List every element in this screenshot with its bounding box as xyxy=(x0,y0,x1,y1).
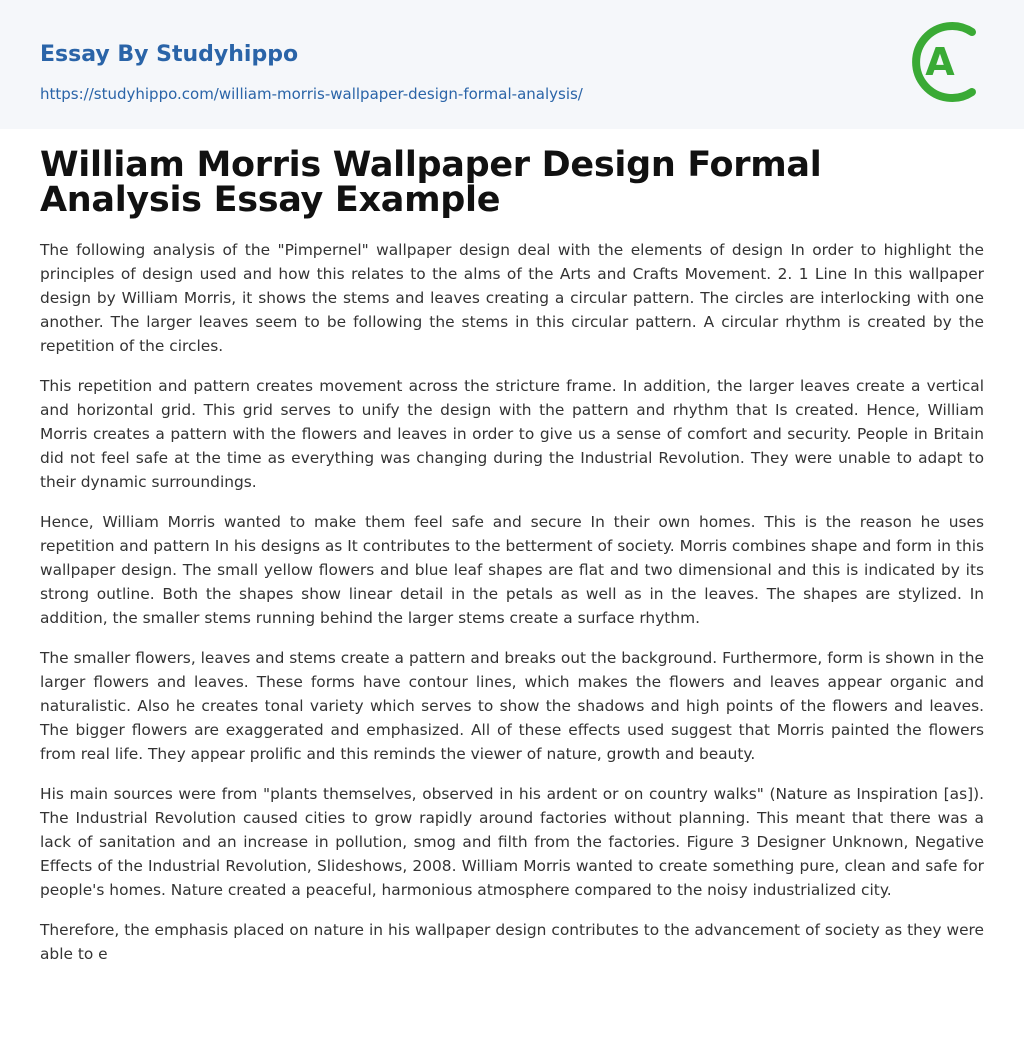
site-brand[interactable]: Essay By Studyhippo xyxy=(40,42,299,67)
studyhippo-logo-icon[interactable] xyxy=(910,18,988,106)
paragraph-1: The following analysis of the "Pimpernel" wallpaper design deal with the elements of design In order to highlight the principles of design used and how this relates to the alms of the Arts and Crafts Movement. 2. 1 Line In this wallpaper design by William Morris, it shows the stems and leaves creating a circular pattern. The circles are interlocking with one another. The larger leaves seem to be following the stems in this circular pattern. A circular rhythm is created by the repetition of the circles. xyxy=(40,241,984,355)
article xyxy=(40,145,984,982)
logo-letter: A xyxy=(925,40,955,84)
paragraph-4: The smaller flowers, leaves and stems create a pattern and breaks out the background. Furthermore, form is shown in the larger flowers and leaves. These forms have contour lines, which makes the flowers and leaves appear organic and naturalistic. Also he creates tonal variety which serves to show the shadows and high points of the flowers and leaves. The bigger flowers are exaggerated and emphasized. All of these effects used suggest that Morris painted the flowers from real life. They appear prolific and this reminds the viewer of nature, growth and beauty. xyxy=(40,649,984,763)
article-title: William Morris Wallpaper Design Formal Analysis Essay Example xyxy=(40,145,822,220)
paragraph-5: His main sources were from "plants themselves, observed in his ardent or on country walks" (Nature as Inspiration [as]). The Industrial Revolution caused cities to grow rapidly around factories without planning. This meant that there was a lack of sanitation and an increase in pollution, smog and filth from the factories. Figure 3 Designer Unknown, Negative Effects of the Industrial Revolution, Slideshows, 2008. William Morris wanted to create something pure, clean and safe for people's homes. Nature created a peaceful, harmonious atmosphere compared to the noisy industrialized city. xyxy=(40,785,984,899)
site-header xyxy=(0,0,1024,129)
article-url-link[interactable]: https://studyhippo.com/william-morris-wallpaper-design-formal-analysis/ xyxy=(40,85,583,103)
paragraph-2: This repetition and pattern creates movement across the stricture frame. In addition, the larger leaves create a vertical and horizontal grid. This grid serves to unify the design with the pattern and rhythm that Is created. Hence, William Morris creates a pattern with the flowers and leaves in order to give us a sense of comfort and security. People in Britain did not feel safe at the time as everything was changing during the Industrial Revolution. They were unable to adapt to their dynamic surroundings. xyxy=(40,377,984,491)
paragraph-3: Hence, William Morris wanted to make them feel safe and secure In their own homes. This is the reason he uses repetition and pattern In his designs as It contributes to the betterment of society. Morris combines shape and form in this wallpaper design. The small yellow flowers and blue leaf shapes are flat and two dimensional and this is indicated by its strong outline. Both the shapes show linear detail in the petals as well as in the leaves. The shapes are stylized. In addition, the smaller stems running behind the larger stems create a surface rhythm. xyxy=(40,513,984,627)
paragraph-6: Therefore, the emphasis placed on nature in his wallpaper design contributes to the advancement of society as they were able to e xyxy=(40,921,984,963)
